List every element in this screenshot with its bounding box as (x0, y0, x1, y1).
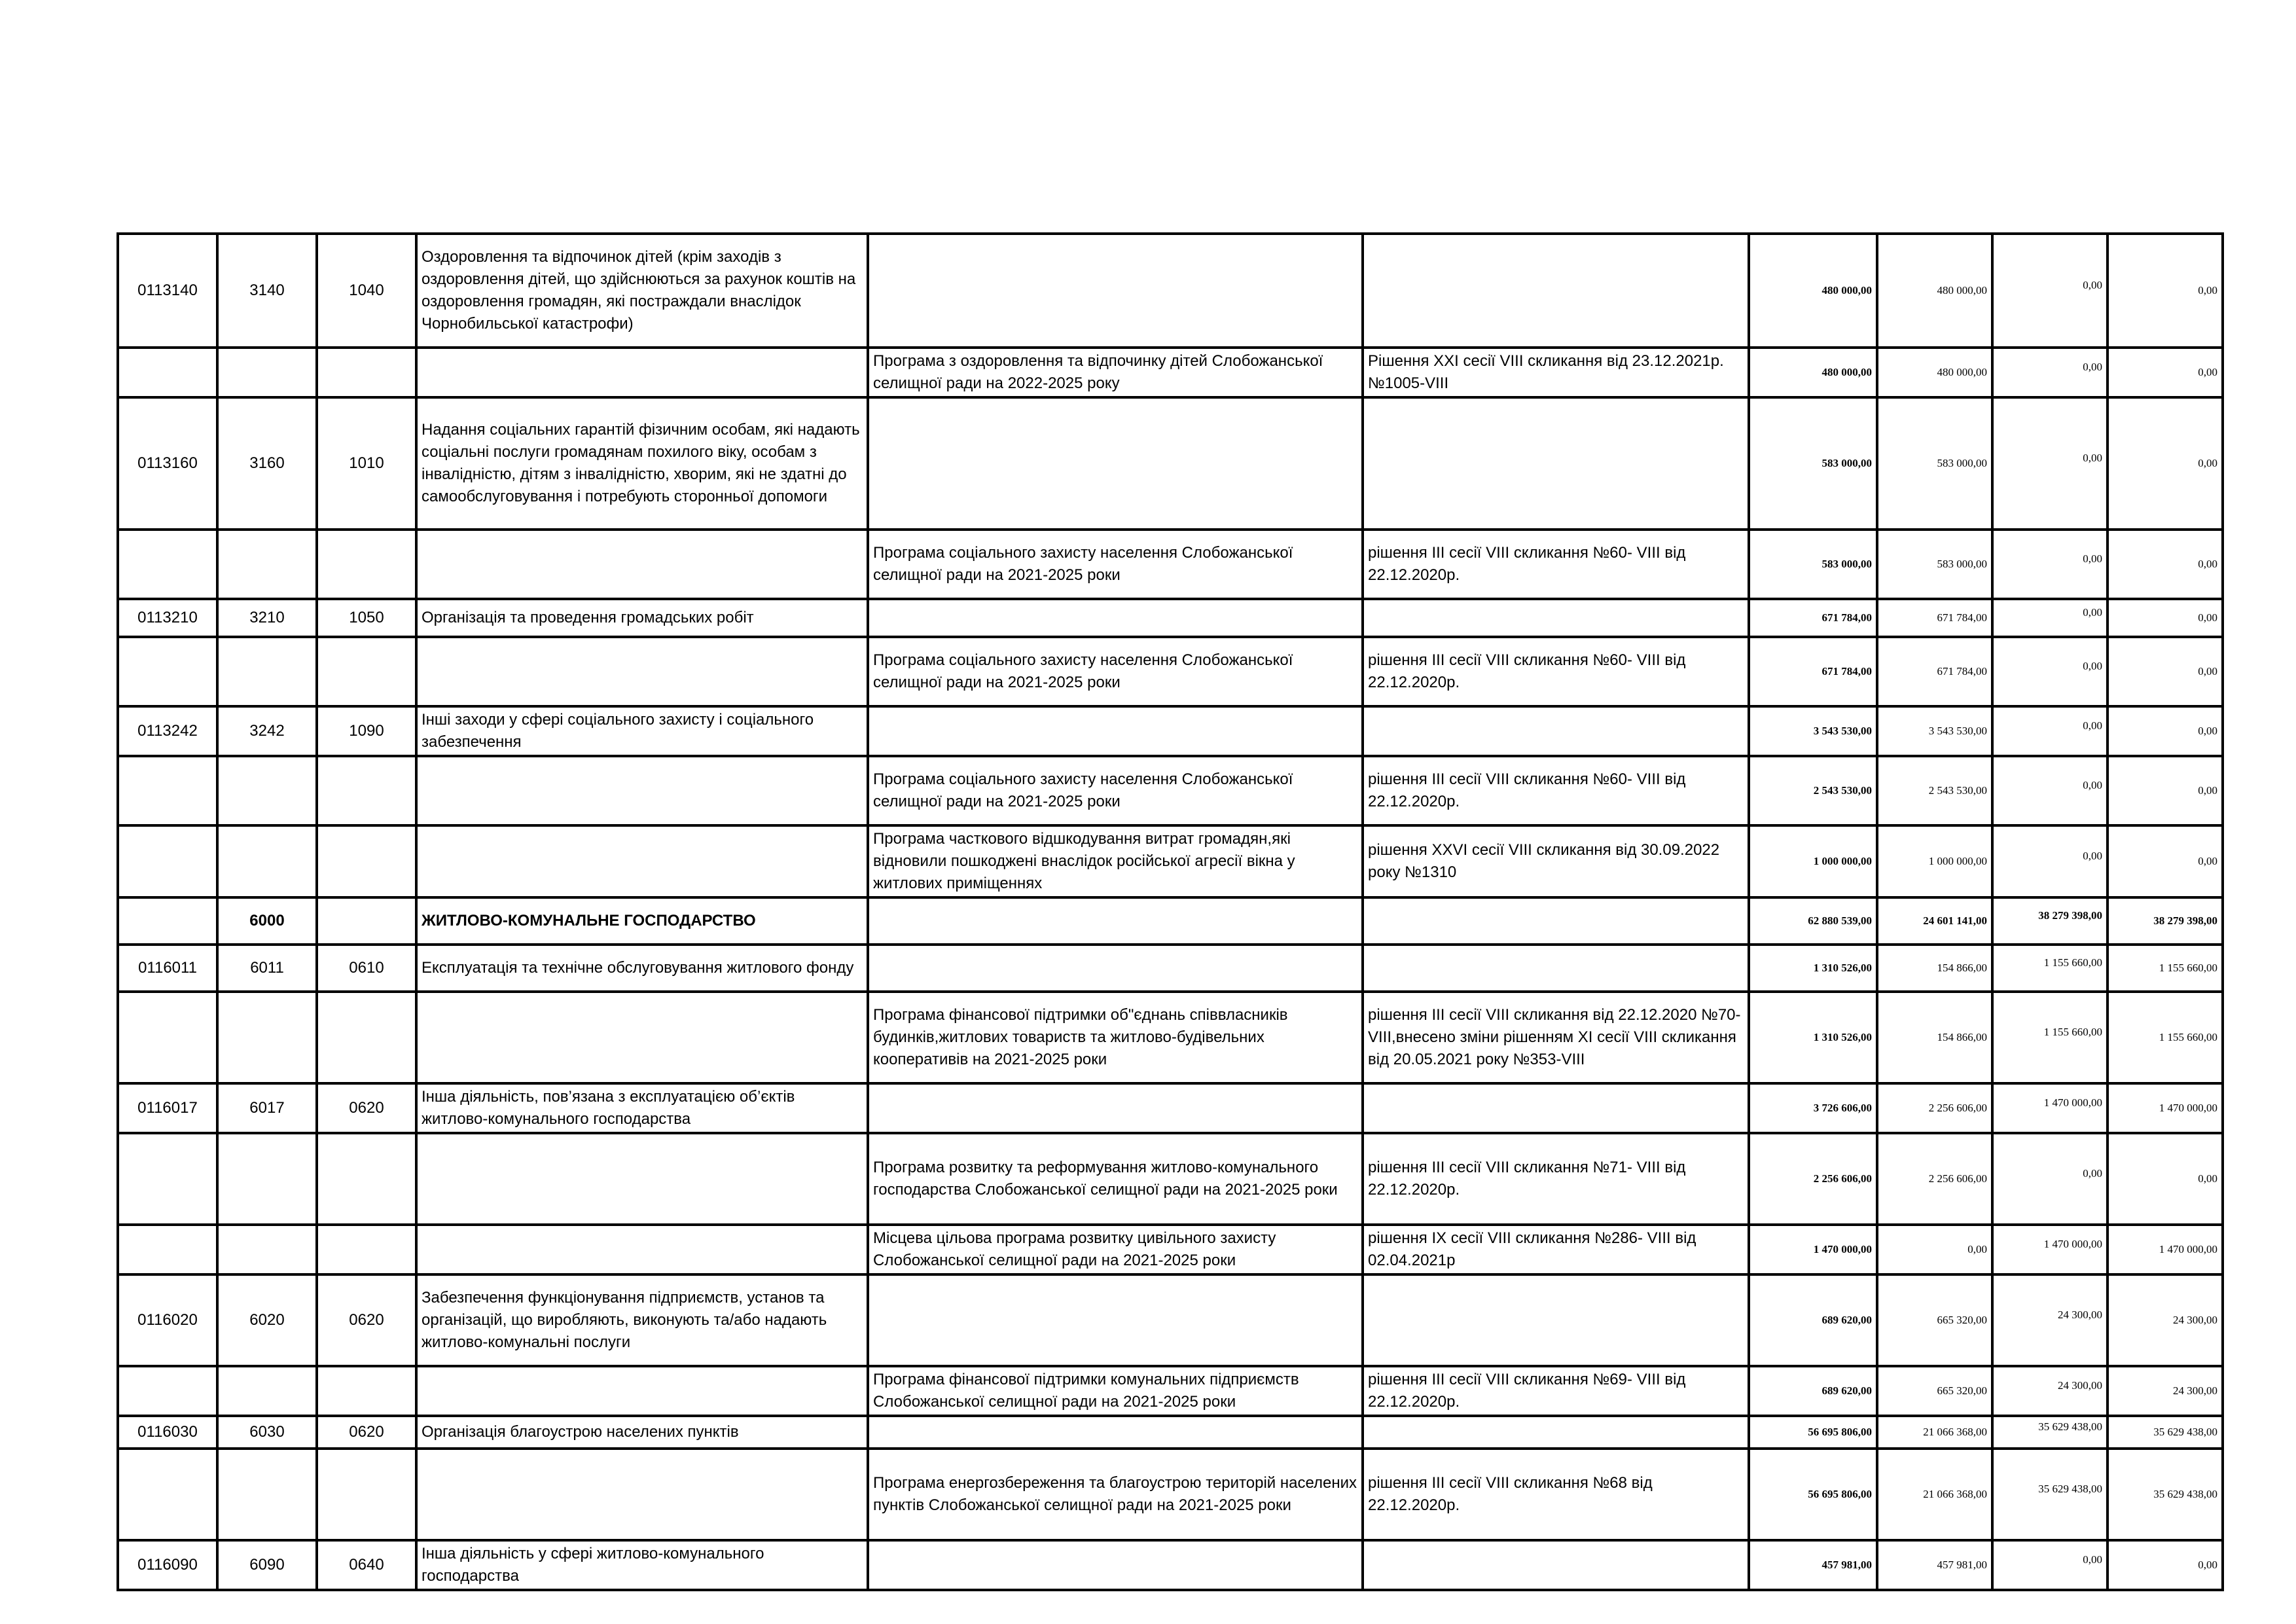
development-budget-cell: 35 629 438,00 (2108, 1416, 2223, 1449)
program-code-cell: 0113140 (118, 234, 217, 348)
expense-name-cell (416, 1449, 868, 1540)
development-budget-cell: 0,00 (2108, 530, 2223, 599)
development-budget-cell: 0,00 (2108, 348, 2223, 397)
table-row (118, 1274, 2223, 1366)
table-row (118, 756, 2223, 825)
program-code-cell (118, 1366, 217, 1416)
decision-cell (1363, 599, 1749, 637)
general-fund-cell: 154 866,00 (1877, 945, 1992, 992)
function-code-cell (217, 992, 317, 1083)
total-amount-cell: 480 000,00 (1749, 234, 1877, 348)
decision-cell: рішення III сесії VIII скликання №71- VIII від 22.12.2020р. (1363, 1133, 1749, 1225)
program-name-cell: Програма соціального захисту населення Слобожанської селищної ради на 2021-2025 роки (868, 756, 1363, 825)
table-row (118, 1366, 2223, 1416)
table-row (118, 1133, 2223, 1225)
development-budget-cell: 0,00 (2108, 397, 2223, 530)
classification-code-cell (317, 1133, 416, 1225)
special-fund-cell: 1 470 000,00 (1992, 1219, 2108, 1269)
program-name-cell (868, 1416, 1363, 1449)
development-budget-cell: 0,00 (2108, 599, 2223, 637)
classification-code-cell: 0620 (317, 1416, 416, 1449)
special-fund-cell: 1 155 660,00 (1992, 939, 2108, 986)
function-code-cell: 6017 (217, 1083, 317, 1133)
table-row (118, 1416, 2223, 1449)
program-code-cell (118, 530, 217, 599)
general-fund-cell: 2 256 606,00 (1877, 1083, 1992, 1133)
development-budget-cell: 24 300,00 (2108, 1366, 2223, 1416)
program-name-cell: Програма соціального захисту населення Слобожанської селищної ради на 2021-2025 роки (868, 530, 1363, 599)
classification-code-cell (317, 756, 416, 825)
general-fund-cell: 665 320,00 (1877, 1366, 1992, 1416)
classification-code-cell (317, 897, 416, 945)
general-fund-cell: 583 000,00 (1877, 397, 1992, 530)
special-fund-cell: 0,00 (1992, 228, 2108, 342)
function-code-cell: 6011 (217, 945, 317, 992)
special-fund-cell: 35 629 438,00 (1992, 1411, 2108, 1443)
classification-code-cell: 1040 (317, 234, 416, 348)
total-amount-cell: 3 726 606,00 (1749, 1083, 1877, 1133)
special-fund-cell: 35 629 438,00 (1992, 1443, 2108, 1535)
program-code-cell: 0116011 (118, 945, 217, 992)
development-budget-cell: 1 470 000,00 (2108, 1225, 2223, 1274)
decision-cell: Рішення XXI сесії VIII скликання від 23.12.2021р. №1005-VIII (1363, 348, 1749, 397)
general-fund-cell: 24 601 141,00 (1877, 897, 1992, 945)
decision-cell: рішення III сесії VIII скликання №69- VIII від 22.12.2020р. (1363, 1366, 1749, 1416)
expense-name-cell (416, 756, 868, 825)
table-row (118, 1540, 2223, 1590)
development-budget-cell: 0,00 (2108, 706, 2223, 756)
program-name-cell: Місцева цільова програма розвитку цивільного захисту Слобожанської селищної ради на 2021-2025 роки (868, 1225, 1363, 1274)
expense-name-cell: ЖИТЛОВО-КОМУНАЛЬНЕ ГОСПОДАРСТВО (416, 897, 868, 945)
expense-name-cell (416, 992, 868, 1083)
program-code-cell: 0116017 (118, 1083, 217, 1133)
table-row (118, 1225, 2223, 1274)
decision-cell (1363, 234, 1749, 348)
function-code-cell: 3210 (217, 599, 317, 637)
general-fund-cell: 21 066 368,00 (1877, 1416, 1992, 1449)
decision-cell (1363, 397, 1749, 530)
general-fund-cell: 154 866,00 (1877, 992, 1992, 1083)
decision-cell: рішення IX сесії VIII скликання №286- VIII від 02.04.2021р (1363, 1225, 1749, 1274)
program-name-cell (868, 897, 1363, 945)
general-fund-cell: 480 000,00 (1877, 234, 1992, 348)
function-code-cell (217, 348, 317, 397)
program-code-cell (118, 825, 217, 897)
table-row (118, 637, 2223, 706)
general-fund-cell: 21 066 368,00 (1877, 1449, 1992, 1540)
table-row (118, 706, 2223, 756)
decision-cell (1363, 706, 1749, 756)
general-fund-cell: 3 543 530,00 (1877, 706, 1992, 756)
table-body (118, 234, 2223, 1590)
table-row (118, 599, 2223, 637)
table-row (118, 992, 2223, 1083)
function-code-cell (217, 530, 317, 599)
general-fund-cell: 2 256 606,00 (1877, 1133, 1992, 1225)
expense-name-cell: Інша діяльність, пов’язана з експлуатацією об’єктів житлово-комунального господарства (416, 1083, 868, 1133)
table-row (118, 397, 2223, 530)
expense-name-cell: Інша діяльність у сфері житлово-комунального господарства (416, 1540, 868, 1590)
total-amount-cell: 2 543 530,00 (1749, 756, 1877, 825)
expense-name-cell (416, 1366, 868, 1416)
program-code-cell: 0113160 (118, 397, 217, 530)
program-name-cell: Програма фінансової підтримки об"єднань співвласників будинків,житлових товариств та житлово-будівельних кооперативів на 2021-2025 роки (868, 992, 1363, 1083)
table-row (118, 945, 2223, 992)
function-code-cell: 6090 (217, 1540, 317, 1590)
total-amount-cell: 1 310 526,00 (1749, 992, 1877, 1083)
function-code-cell (217, 1366, 317, 1416)
special-fund-cell: 0,00 (1992, 820, 2108, 892)
program-code-cell: 0116020 (118, 1274, 217, 1366)
table-row (118, 530, 2223, 599)
expense-name-cell (416, 1133, 868, 1225)
special-fund-cell: 1 470 000,00 (1992, 1078, 2108, 1128)
program-code-cell (118, 348, 217, 397)
classification-code-cell: 0640 (317, 1540, 416, 1590)
development-budget-cell: 0,00 (2108, 756, 2223, 825)
special-fund-cell: 0,00 (1992, 701, 2108, 751)
classification-code-cell (317, 1225, 416, 1274)
expense-name-cell (416, 530, 868, 599)
decision-cell (1363, 945, 1749, 992)
table-row (118, 897, 2223, 945)
program-code-cell: 0113210 (118, 599, 217, 637)
program-code-cell (118, 897, 217, 945)
expense-name-cell (416, 1225, 868, 1274)
function-code-cell (217, 1449, 317, 1540)
program-name-cell: Програма з оздоровлення та відпочинку дітей Слобожанської селищної ради на 2022-2025 року (868, 348, 1363, 397)
total-amount-cell: 457 981,00 (1749, 1540, 1877, 1590)
development-budget-cell: 0,00 (2108, 1540, 2223, 1590)
special-fund-cell: 0,00 (1992, 342, 2108, 392)
function-code-cell (217, 637, 317, 706)
program-name-cell: Програма соціального захисту населення Слобожанської селищної ради на 2021-2025 роки (868, 637, 1363, 706)
classification-code-cell: 0610 (317, 945, 416, 992)
decision-cell (1363, 897, 1749, 945)
function-code-cell (217, 1225, 317, 1274)
general-fund-cell: 583 000,00 (1877, 530, 1992, 599)
function-code-cell (217, 825, 317, 897)
total-amount-cell: 62 880 539,00 (1749, 897, 1877, 945)
function-code-cell: 6020 (217, 1274, 317, 1366)
decision-cell: рішення XXVI сесії VIII скликання від 30.09.2022 року №1310 (1363, 825, 1749, 897)
table-row (118, 1083, 2223, 1133)
function-code-cell: 3160 (217, 397, 317, 530)
table-row (118, 234, 2223, 348)
program-code-cell: 0116090 (118, 1540, 217, 1590)
function-code-cell: 3242 (217, 706, 317, 756)
special-fund-cell: 0,00 (1992, 1535, 2108, 1585)
development-budget-cell: 38 279 398,00 (2108, 897, 2223, 945)
total-amount-cell: 3 543 530,00 (1749, 706, 1877, 756)
total-amount-cell: 56 695 806,00 (1749, 1416, 1877, 1449)
program-name-cell: Програма розвитку та реформування житлово-комунального господарства Слобожанської селищної ради на 2021-2025 роки (868, 1133, 1363, 1225)
program-name-cell: Програма фінансової підтримки комунальних підприємств Слобожанської селищної ради на 2021-2025 роки (868, 1366, 1363, 1416)
expense-name-cell: Організація благоустрою населених пунктів (416, 1416, 868, 1449)
general-fund-cell: 457 981,00 (1877, 1540, 1992, 1590)
total-amount-cell: 1 000 000,00 (1749, 825, 1877, 897)
development-budget-cell: 0,00 (2108, 637, 2223, 706)
classification-code-cell: 1090 (317, 706, 416, 756)
program-code-cell (118, 637, 217, 706)
special-fund-cell: 24 300,00 (1992, 1269, 2108, 1361)
total-amount-cell: 671 784,00 (1749, 637, 1877, 706)
program-name-cell (868, 1083, 1363, 1133)
decision-cell: рішення III сесії VIII скликання №60- VIII від 22.12.2020р. (1363, 756, 1749, 825)
special-fund-cell: 0,00 (1992, 392, 2108, 524)
function-code-cell (217, 1133, 317, 1225)
classification-code-cell (317, 1449, 416, 1540)
special-fund-cell: 0,00 (1992, 751, 2108, 820)
table-row (118, 1449, 2223, 1540)
program-code-cell: 0116030 (118, 1416, 217, 1449)
program-name-cell (868, 945, 1363, 992)
general-fund-cell: 665 320,00 (1877, 1274, 1992, 1366)
decision-cell: рішення III сесії VIII скликання №60- VIII від 22.12.2020р. (1363, 530, 1749, 599)
classification-code-cell: 1010 (317, 397, 416, 530)
total-amount-cell: 2 256 606,00 (1749, 1133, 1877, 1225)
expense-name-cell: Надання соціальних гарантій фізичним особам, які надають соціальні послуги громадянам похилого віку, особам з інвалідністю, дітям з інвалідністю, хворим, які не здатні до самообслуговування і потребують сторонньої допомоги (416, 397, 868, 530)
decision-cell (1363, 1083, 1749, 1133)
total-amount-cell: 583 000,00 (1749, 530, 1877, 599)
special-fund-cell: 0,00 (1992, 594, 2108, 632)
program-code-cell (118, 756, 217, 825)
decision-cell: рішення III сесії VIII скликання від 22.12.2020 №70-VIII,внесено зміни рішенням XI сесії VIII скликання від 20.05.2021 року №353-VIII (1363, 992, 1749, 1083)
program-name-cell (868, 706, 1363, 756)
program-code-cell: 0113242 (118, 706, 217, 756)
program-name-cell: Програма енергозбереження та благоустрою територій населених пунктів Слобожанської селищної ради на 2021-2025 роки (868, 1449, 1363, 1540)
expense-name-cell (416, 348, 868, 397)
classification-code-cell: 1050 (317, 599, 416, 637)
total-amount-cell: 56 695 806,00 (1749, 1449, 1877, 1540)
total-amount-cell: 583 000,00 (1749, 397, 1877, 530)
function-code-cell: 6000 (217, 897, 317, 945)
program-name-cell (868, 1540, 1363, 1590)
expense-name-cell: Забезпечення функціонування підприємств, установ та організацій, що виробляють, виконують та/або надають житлово-комунальні послуги (416, 1274, 868, 1366)
program-code-cell (118, 992, 217, 1083)
classification-code-cell (317, 825, 416, 897)
development-budget-cell: 1 155 660,00 (2108, 992, 2223, 1083)
classification-code-cell (317, 637, 416, 706)
function-code-cell (217, 756, 317, 825)
development-budget-cell: 0,00 (2108, 1133, 2223, 1225)
decision-cell: рішення III сесії VIII скликання №60- VIII від 22.12.2020р. (1363, 637, 1749, 706)
decision-cell (1363, 1416, 1749, 1449)
table-row (118, 348, 2223, 397)
expense-name-cell: Інші заходи у сфері соціального захисту і соціального забезпечення (416, 706, 868, 756)
program-code-cell (118, 1449, 217, 1540)
classification-code-cell: 0620 (317, 1274, 416, 1366)
program-name-cell: Програма часткового відшкодування витрат громадян,які відновили пошкоджені внаслідок російської агресії вікна у житлових приміщеннях (868, 825, 1363, 897)
total-amount-cell: 671 784,00 (1749, 599, 1877, 637)
program-name-cell (868, 1274, 1363, 1366)
development-budget-cell: 1 470 000,00 (2108, 1083, 2223, 1133)
expense-name-cell: Експлуатація та технічне обслуговування житлового фонду (416, 945, 868, 992)
development-budget-cell: 1 155 660,00 (2108, 945, 2223, 992)
table-row (118, 825, 2223, 897)
general-fund-cell: 671 784,00 (1877, 637, 1992, 706)
development-budget-cell: 0,00 (2108, 234, 2223, 348)
total-amount-cell: 1 310 526,00 (1749, 945, 1877, 992)
decision-cell (1363, 1274, 1749, 1366)
total-amount-cell: 1 470 000,00 (1749, 1225, 1877, 1274)
general-fund-cell: 480 000,00 (1877, 348, 1992, 397)
decision-cell (1363, 1540, 1749, 1590)
special-fund-cell: 0,00 (1992, 1128, 2108, 1219)
development-budget-cell: 35 629 438,00 (2108, 1449, 2223, 1540)
program-code-cell (118, 1225, 217, 1274)
general-fund-cell: 2 543 530,00 (1877, 756, 1992, 825)
classification-code-cell (317, 1366, 416, 1416)
classification-code-cell (317, 992, 416, 1083)
function-code-cell: 3140 (217, 234, 317, 348)
special-fund-cell: 1 155 660,00 (1992, 986, 2108, 1078)
program-name-cell (868, 397, 1363, 530)
expense-name-cell: Організація та проведення громадських робіт (416, 599, 868, 637)
program-code-cell (118, 1133, 217, 1225)
budget-programs-table (117, 232, 2224, 1591)
total-amount-cell: 480 000,00 (1749, 348, 1877, 397)
program-name-cell (868, 599, 1363, 637)
special-fund-cell: 38 279 398,00 (1992, 892, 2108, 939)
total-amount-cell: 689 620,00 (1749, 1274, 1877, 1366)
special-fund-cell: 0,00 (1992, 632, 2108, 701)
classification-code-cell: 0620 (317, 1083, 416, 1133)
special-fund-cell: 0,00 (1992, 524, 2108, 594)
special-fund-cell: 24 300,00 (1992, 1361, 2108, 1411)
development-budget-cell: 0,00 (2108, 825, 2223, 897)
expense-name-cell: Оздоровлення та відпочинок дітей (крім заходів з оздоровлення дітей, що здійснюються за рахунок коштів на оздоровлення громадян, які постраждали внаслідок Чорнобильської катастрофи) (416, 234, 868, 348)
classification-code-cell (317, 530, 416, 599)
general-fund-cell: 671 784,00 (1877, 599, 1992, 637)
decision-cell: рішення III сесії VIII скликання №68 від 22.12.2020р. (1363, 1449, 1749, 1540)
function-code-cell: 6030 (217, 1416, 317, 1449)
program-name-cell (868, 234, 1363, 348)
development-budget-cell: 24 300,00 (2108, 1274, 2223, 1366)
general-fund-cell: 0,00 (1877, 1225, 1992, 1274)
classification-code-cell (317, 348, 416, 397)
general-fund-cell: 1 000 000,00 (1877, 825, 1992, 897)
expense-name-cell (416, 825, 868, 897)
total-amount-cell: 689 620,00 (1749, 1366, 1877, 1416)
expense-name-cell (416, 637, 868, 706)
